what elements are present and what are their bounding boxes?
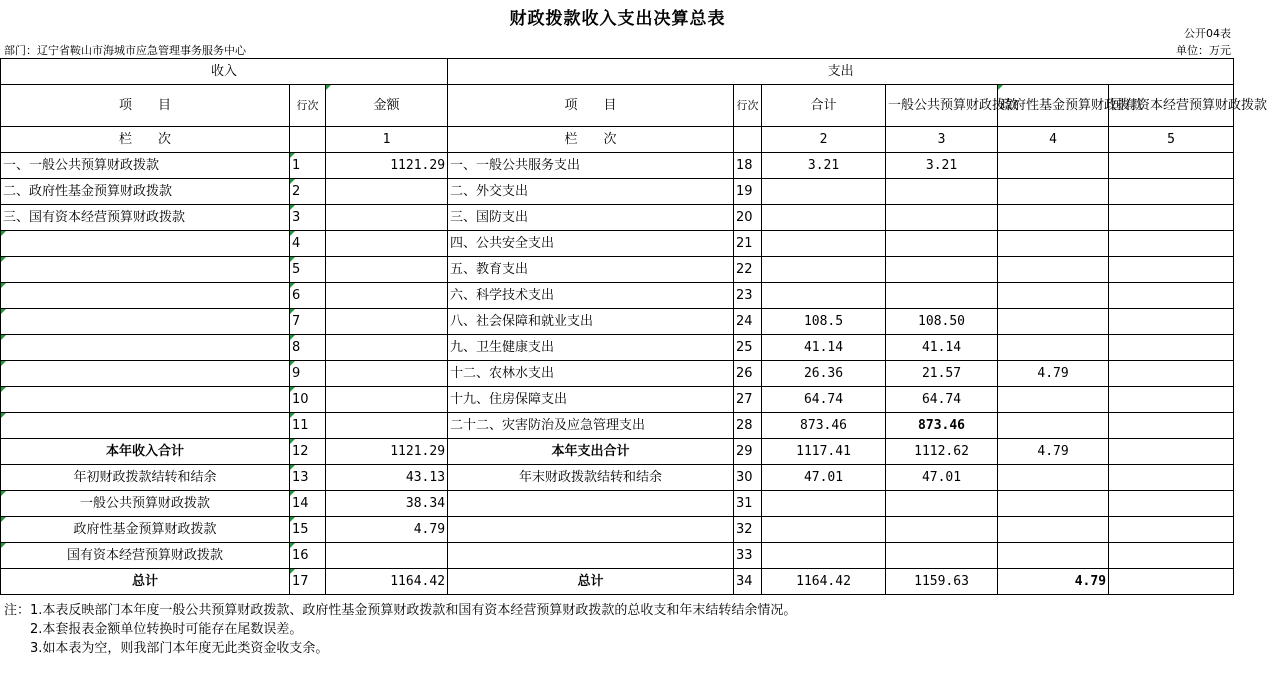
table-row bbox=[1, 179, 1234, 205]
summary-row bbox=[1, 465, 1234, 491]
income-line-no: 17 bbox=[290, 569, 326, 595]
income-amount: 4.79 bbox=[326, 517, 448, 543]
expense-total: 3.21 bbox=[762, 153, 886, 179]
expense-item: 年末财政拨款结转和结余 bbox=[448, 465, 734, 491]
col-index-1: 1 bbox=[326, 127, 448, 153]
expense-state-capital bbox=[1109, 179, 1234, 205]
expense-item: 二、外交支出 bbox=[448, 179, 734, 205]
note-2: 2.本套报表金额单位转换时可能存在尾数误差。 bbox=[30, 622, 303, 637]
expense-item: 十二、农林水支出 bbox=[448, 361, 734, 387]
income-amount bbox=[326, 361, 448, 387]
col-index-4: 4 bbox=[998, 127, 1109, 153]
expense-gov-fund bbox=[998, 335, 1109, 361]
income-amount bbox=[326, 309, 448, 335]
expense-total bbox=[762, 257, 886, 283]
expense-line-no: 24 bbox=[734, 309, 762, 335]
expense-item: 二十二、灾害防治及应急管理支出 bbox=[448, 413, 734, 439]
table-row bbox=[1, 153, 1234, 179]
expense-general-budget: 3.21 bbox=[886, 153, 998, 179]
expense-line-no: 18 bbox=[734, 153, 762, 179]
expense-state-capital bbox=[1109, 335, 1234, 361]
income-line-no: 10 bbox=[290, 387, 326, 413]
expense-state-capital bbox=[1109, 569, 1234, 595]
income-item bbox=[1, 231, 290, 257]
expense-line-no: 29 bbox=[734, 439, 762, 465]
expense-line-no: 20 bbox=[734, 205, 762, 231]
expense-line-no: 21 bbox=[734, 231, 762, 257]
income-item bbox=[1, 283, 290, 309]
expense-general-budget bbox=[886, 491, 998, 517]
expense-total: 873.46 bbox=[762, 413, 886, 439]
expense-total bbox=[762, 283, 886, 309]
expense-gov-fund bbox=[998, 413, 1109, 439]
expense-general-budget: 1159.63 bbox=[886, 569, 998, 595]
table-row bbox=[1, 205, 1234, 231]
expense-item: 三、国防支出 bbox=[448, 205, 734, 231]
expense-item: 本年支出合计 bbox=[448, 439, 734, 465]
expense-general-budget: 21.57 bbox=[886, 361, 998, 387]
income-item: 一般公共预算财政拨款 bbox=[1, 491, 290, 517]
expense-gov-fund bbox=[998, 283, 1109, 309]
expense-item: 九、卫生健康支出 bbox=[448, 335, 734, 361]
income-header: 收入 bbox=[1, 59, 448, 85]
expense-item: 一、一般公共服务支出 bbox=[448, 153, 734, 179]
budget-table bbox=[0, 58, 1267, 595]
income-amount bbox=[326, 283, 448, 309]
expense-general-budget bbox=[886, 231, 998, 257]
income-amount: 1121.29 bbox=[326, 439, 448, 465]
expense-state-capital bbox=[1109, 231, 1234, 257]
expense-line-no: 30 bbox=[734, 465, 762, 491]
col-index-3: 3 bbox=[886, 127, 998, 153]
income-item: 年初财政拨款结转和结余 bbox=[1, 465, 290, 491]
column-header-row bbox=[1, 85, 1234, 127]
income-line-no: 6 bbox=[290, 283, 326, 309]
expense-state-capital bbox=[1109, 153, 1234, 179]
income-amount bbox=[326, 205, 448, 231]
expense-general-budget bbox=[886, 179, 998, 205]
expense-item: 八、社会保障和就业支出 bbox=[448, 309, 734, 335]
income-amount: 1121.29 bbox=[326, 153, 448, 179]
col-index-2: 2 bbox=[762, 127, 886, 153]
income-column-label: 栏 次 bbox=[1, 127, 290, 153]
table-row bbox=[1, 361, 1234, 387]
expense-state-capital bbox=[1109, 257, 1234, 283]
summary-row bbox=[1, 569, 1234, 595]
expense-total: 47.01 bbox=[762, 465, 886, 491]
section-header-row bbox=[1, 59, 1234, 85]
expense-general-budget: 108.50 bbox=[886, 309, 998, 335]
income-line-no: 15 bbox=[290, 517, 326, 543]
expense-total bbox=[762, 179, 886, 205]
expense-general-budget bbox=[886, 283, 998, 309]
expense-item-header: 项 目 bbox=[448, 85, 734, 127]
income-line-header: 行次 bbox=[290, 85, 326, 127]
expense-item: 四、公共安全支出 bbox=[448, 231, 734, 257]
income-amount bbox=[326, 543, 448, 569]
income-line-no: 8 bbox=[290, 335, 326, 361]
expense-total bbox=[762, 517, 886, 543]
income-line-no: 14 bbox=[290, 491, 326, 517]
general-budget-header: 一般公共预算财政拨款 bbox=[886, 85, 998, 127]
income-amount: 1164.42 bbox=[326, 569, 448, 595]
expense-gov-fund bbox=[998, 153, 1109, 179]
income-line-no: 7 bbox=[290, 309, 326, 335]
expense-item: 六、科学技术支出 bbox=[448, 283, 734, 309]
expense-gov-fund: 4.79 bbox=[998, 439, 1109, 465]
income-item bbox=[1, 257, 290, 283]
expense-general-budget: 1112.62 bbox=[886, 439, 998, 465]
table-row bbox=[1, 309, 1234, 335]
expense-gov-fund bbox=[998, 465, 1109, 491]
expense-general-budget: 47.01 bbox=[886, 465, 998, 491]
income-item: 三、国有资本经营预算财政拨款 bbox=[1, 205, 290, 231]
expense-item: 五、教育支出 bbox=[448, 257, 734, 283]
income-item bbox=[1, 309, 290, 335]
income-line-no: 5 bbox=[290, 257, 326, 283]
expense-state-capital bbox=[1109, 491, 1234, 517]
income-amount bbox=[326, 179, 448, 205]
expense-header: 支出 bbox=[448, 59, 1234, 85]
expense-general-budget bbox=[886, 517, 998, 543]
income-item: 政府性基金预算财政拨款 bbox=[1, 517, 290, 543]
expense-total bbox=[762, 543, 886, 569]
expense-state-capital bbox=[1109, 439, 1234, 465]
total-header: 合计 bbox=[762, 85, 886, 127]
expense-state-capital bbox=[1109, 465, 1234, 491]
expense-state-capital bbox=[1109, 361, 1234, 387]
expense-gov-fund bbox=[998, 387, 1109, 413]
income-item: 本年收入合计 bbox=[1, 439, 290, 465]
expense-general-budget: 41.14 bbox=[886, 335, 998, 361]
income-line-no: 2 bbox=[290, 179, 326, 205]
expense-gov-fund bbox=[998, 231, 1109, 257]
state-capital-header: 国有资本经营预算财政拨款 bbox=[1109, 85, 1234, 127]
page-title: 财政拨款收入支出决算总表 bbox=[509, 9, 726, 29]
notes bbox=[4, 601, 796, 658]
col-index-5: 5 bbox=[1109, 127, 1234, 153]
expense-state-capital bbox=[1109, 517, 1234, 543]
income-item-header: 项 目 bbox=[1, 85, 290, 127]
income-amount bbox=[326, 387, 448, 413]
table-row bbox=[1, 413, 1234, 439]
unit-label: 单位：万元 bbox=[1176, 44, 1231, 57]
expense-gov-fund: 4.79 bbox=[998, 361, 1109, 387]
income-line-no: 11 bbox=[290, 413, 326, 439]
expense-gov-fund bbox=[998, 179, 1109, 205]
income-item: 总计 bbox=[1, 569, 290, 595]
expense-total: 1164.42 bbox=[762, 569, 886, 595]
income-line-no: 3 bbox=[290, 205, 326, 231]
expense-general-budget bbox=[886, 543, 998, 569]
expense-state-capital bbox=[1109, 309, 1234, 335]
table-row bbox=[1, 335, 1234, 361]
income-line-no: 16 bbox=[290, 543, 326, 569]
expense-state-capital bbox=[1109, 205, 1234, 231]
income-line-no: 12 bbox=[290, 439, 326, 465]
expense-total: 1117.41 bbox=[762, 439, 886, 465]
summary-row bbox=[1, 439, 1234, 465]
expense-line-no: 25 bbox=[734, 335, 762, 361]
expense-item bbox=[448, 491, 734, 517]
income-line-no: 4 bbox=[290, 231, 326, 257]
note-1: 注：1.本表反映部门本年度一般公共预算财政拨款、政府性基金预算财政拨款和国有资本经营预算财政拨款的总收支和年末结转结余情况。 bbox=[4, 603, 797, 618]
table-row bbox=[1, 231, 1234, 257]
table-row bbox=[1, 257, 1234, 283]
income-item bbox=[1, 335, 290, 361]
expense-gov-fund bbox=[998, 257, 1109, 283]
income-amount bbox=[326, 231, 448, 257]
expense-state-capital bbox=[1109, 543, 1234, 569]
expense-gov-fund bbox=[998, 205, 1109, 231]
income-item bbox=[1, 413, 290, 439]
amount-header: 金额 bbox=[326, 85, 448, 127]
expense-total: 41.14 bbox=[762, 335, 886, 361]
expense-line-no: 23 bbox=[734, 283, 762, 309]
expense-gov-fund bbox=[998, 491, 1109, 517]
income-amount bbox=[326, 413, 448, 439]
expense-line-no: 32 bbox=[734, 517, 762, 543]
expense-item: 十九、住房保障支出 bbox=[448, 387, 734, 413]
income-item: 国有资本经营预算财政拨款 bbox=[1, 543, 290, 569]
income-amount bbox=[326, 257, 448, 283]
expense-line-no: 22 bbox=[734, 257, 762, 283]
gov-fund-header: 政府性基金预算财政拨款 bbox=[998, 85, 1109, 127]
expense-line-no: 33 bbox=[734, 543, 762, 569]
expense-line-no: 26 bbox=[734, 361, 762, 387]
expense-state-capital bbox=[1109, 387, 1234, 413]
expense-total: 108.5 bbox=[762, 309, 886, 335]
expense-total bbox=[762, 205, 886, 231]
expense-gov-fund: 4.79 bbox=[998, 569, 1109, 595]
income-line-no: 13 bbox=[290, 465, 326, 491]
summary-row bbox=[1, 517, 1234, 543]
expense-general-budget bbox=[886, 205, 998, 231]
income-item bbox=[1, 387, 290, 413]
expense-line-header: 行次 bbox=[734, 85, 762, 127]
expense-total: 64.74 bbox=[762, 387, 886, 413]
department-label: 部门：辽宁省鞍山市海城市应急管理事务服务中心 bbox=[4, 44, 246, 57]
expense-gov-fund bbox=[998, 517, 1109, 543]
expense-column-label: 栏 次 bbox=[448, 127, 734, 153]
table-row bbox=[1, 283, 1234, 309]
income-line-no: 1 bbox=[290, 153, 326, 179]
expense-line-no: 27 bbox=[734, 387, 762, 413]
expense-gov-fund bbox=[998, 309, 1109, 335]
income-line-no: 9 bbox=[290, 361, 326, 387]
income-amount: 43.13 bbox=[326, 465, 448, 491]
summary-row bbox=[1, 543, 1234, 569]
summary-row bbox=[1, 491, 1234, 517]
income-item: 一、一般公共预算财政拨款 bbox=[1, 153, 290, 179]
expense-line-no: 19 bbox=[734, 179, 762, 205]
expense-total bbox=[762, 491, 886, 517]
expense-general-budget: 64.74 bbox=[886, 387, 998, 413]
expense-general-budget: 873.46 bbox=[886, 413, 998, 439]
income-amount: 38.34 bbox=[326, 491, 448, 517]
income-item: 二、政府性基金预算财政拨款 bbox=[1, 179, 290, 205]
expense-state-capital bbox=[1109, 283, 1234, 309]
expense-total: 26.36 bbox=[762, 361, 886, 387]
expense-state-capital bbox=[1109, 413, 1234, 439]
income-item bbox=[1, 361, 290, 387]
expense-total bbox=[762, 231, 886, 257]
column-index-row bbox=[1, 127, 1234, 153]
form-number: 公开04表 bbox=[1184, 27, 1231, 40]
expense-gov-fund bbox=[998, 543, 1109, 569]
income-amount bbox=[326, 335, 448, 361]
expense-line-no: 34 bbox=[734, 569, 762, 595]
note-3: 3.如本表为空，则我部门本年度无此类资金收支余。 bbox=[30, 641, 329, 656]
expense-general-budget bbox=[886, 257, 998, 283]
expense-line-no: 31 bbox=[734, 491, 762, 517]
expense-line-no: 28 bbox=[734, 413, 762, 439]
table-row bbox=[1, 387, 1234, 413]
expense-item bbox=[448, 543, 734, 569]
expense-item: 总计 bbox=[448, 569, 734, 595]
expense-item bbox=[448, 517, 734, 543]
